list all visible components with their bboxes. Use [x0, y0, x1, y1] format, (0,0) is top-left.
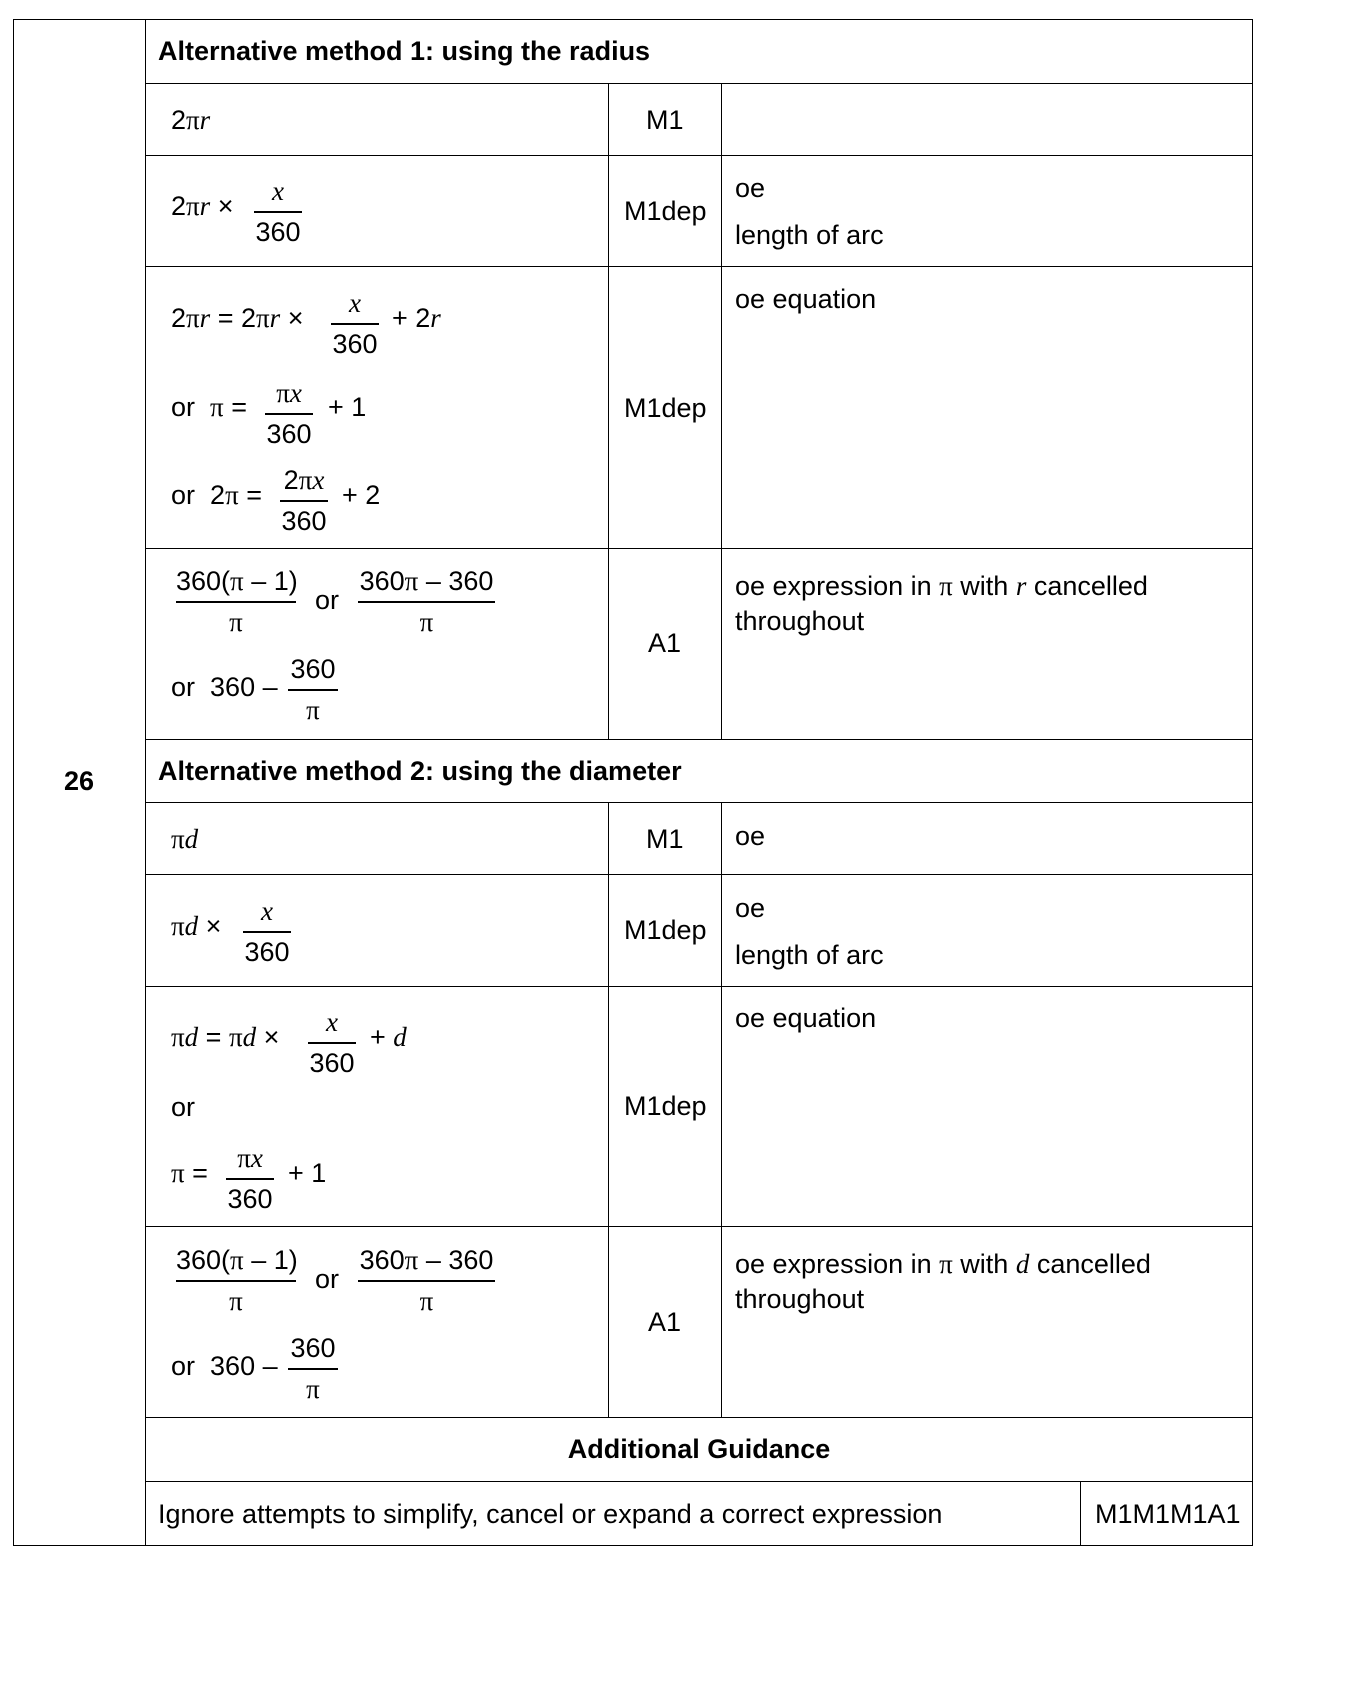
row-divider — [145, 1481, 1253, 1482]
fraction-pix-over-360: πx 360 — [266, 378, 312, 449]
m2-row4-mark: A1 — [648, 1307, 682, 1337]
m2-row3-comment: oe equation — [735, 1003, 877, 1033]
m1-row4-comment: oe expression in π with r cancelled — [735, 571, 1148, 601]
fraction-x-over-360: x 360 — [255, 176, 301, 247]
m1-row1-working: 2πr — [171, 105, 211, 135]
guidance-text: Ignore attempts to simplify, cancel or expand a correct expression — [158, 1499, 943, 1529]
row-divider — [145, 548, 1253, 549]
answer-form-360-pi-minus-1-over-pi: 360(π – 1) π — [176, 1245, 298, 1316]
row-divider — [145, 83, 1253, 84]
method1-heading: Alternative method 1: using the radius — [158, 36, 651, 66]
m2-row4-comment-cont: throughout — [735, 1284, 865, 1314]
row-divider — [145, 266, 1253, 267]
m1-row3-eq1-left: 2πr = 2πr × — [171, 303, 304, 333]
additional-guidance-heading: Additional Guidance — [567, 1434, 831, 1464]
comment-column-divider — [721, 802, 722, 1417]
m2-row1-mark: M1 — [646, 824, 684, 854]
mark-column-divider — [608, 802, 609, 1417]
fraction-x-over-360: x 360 — [332, 288, 378, 359]
m2-row2-comment-arc: length of arc — [735, 940, 884, 970]
left-border — [13, 19, 14, 1546]
m1-row2-comment-oe: oe — [735, 173, 766, 203]
m2-row2-mark: M1dep — [624, 915, 707, 945]
answer-form-360pi-minus-360-over-pi: 360π – 360 π — [359, 566, 494, 637]
m1-row2-comment-arc: length of arc — [735, 220, 884, 250]
question-column-divider — [145, 19, 146, 1546]
m1-row4-comment-cont: throughout — [735, 606, 865, 636]
row-divider — [145, 874, 1253, 875]
fraction-2pix-over-360: 2πx 360 — [281, 465, 327, 536]
m2-row3-eq2-left: π = — [171, 1158, 208, 1188]
m2-row3-eq1-right: + d — [370, 1022, 407, 1052]
or-label: or — [315, 1264, 340, 1294]
m1-row3-eq2-right: + 1 — [328, 392, 367, 422]
m1-row3-mark: M1dep — [624, 393, 707, 423]
answer-form-360-pi-minus-1-over-pi: 360(π – 1) π — [176, 566, 298, 637]
m2-row1-working: πd — [171, 824, 199, 854]
m2-row3-eq2-right: + 1 — [288, 1158, 327, 1188]
mark-column-divider — [608, 83, 609, 739]
method2-heading: Alternative method 2: using the diameter — [158, 756, 682, 786]
comment-column-divider — [721, 83, 722, 739]
row-divider — [145, 802, 1253, 803]
m1-row3-eq1-right: + 2r — [392, 303, 441, 333]
row-divider — [145, 155, 1253, 156]
fraction-pix-over-360: πx 360 — [227, 1143, 273, 1214]
m1-row3-eq3-left: or 2π = — [171, 480, 262, 510]
guidance-mark-divider — [1080, 1481, 1081, 1545]
question-number: 26 — [64, 766, 95, 796]
answer-form-360pi-minus-360-over-pi: 360π – 360 π — [359, 1245, 494, 1316]
m1-row3-eq3-right: + 2 — [342, 480, 381, 510]
m1-row2-mark: M1dep — [624, 196, 707, 226]
m2-row3-or: or — [171, 1092, 196, 1122]
m1-row1-mark: M1 — [646, 105, 684, 135]
fraction-360-over-pi: 360 π — [288, 656, 338, 724]
m2-row3-eq1-left: πd = πd × — [171, 1022, 280, 1052]
m1-row3-comment: oe equation — [735, 284, 877, 314]
m1-row4-mark: A1 — [648, 628, 682, 658]
m2-row1-comment: oe — [735, 821, 766, 851]
answer-form-360-minus: or 360 – — [171, 672, 278, 702]
m2-row2-comment-oe: oe — [735, 893, 766, 923]
m2-row3-mark: M1dep — [624, 1091, 707, 1121]
m1-row2-working: 2πr × — [171, 191, 234, 221]
bottom-border — [13, 1545, 1253, 1546]
or-label: or — [315, 585, 340, 615]
row-divider — [145, 1417, 1253, 1418]
top-border — [13, 19, 1253, 20]
guidance-mark: M1M1M1A1 — [1095, 1499, 1241, 1529]
row-divider — [145, 1226, 1253, 1227]
right-border — [1252, 19, 1253, 1546]
m2-row4-comment: oe expression in π with d cancelled — [735, 1249, 1151, 1279]
row-divider — [145, 986, 1253, 987]
fraction-360-over-pi: 360 π — [288, 1335, 338, 1403]
m1-row3-eq2-left: or π = — [171, 392, 247, 422]
answer-form-360-minus: or 360 – — [171, 1351, 278, 1381]
fraction-x-over-360: x 360 — [309, 1007, 355, 1078]
row-divider — [145, 739, 1253, 740]
fraction-x-over-360: x 360 — [244, 896, 290, 967]
m2-row2-working: πd × — [171, 911, 222, 941]
